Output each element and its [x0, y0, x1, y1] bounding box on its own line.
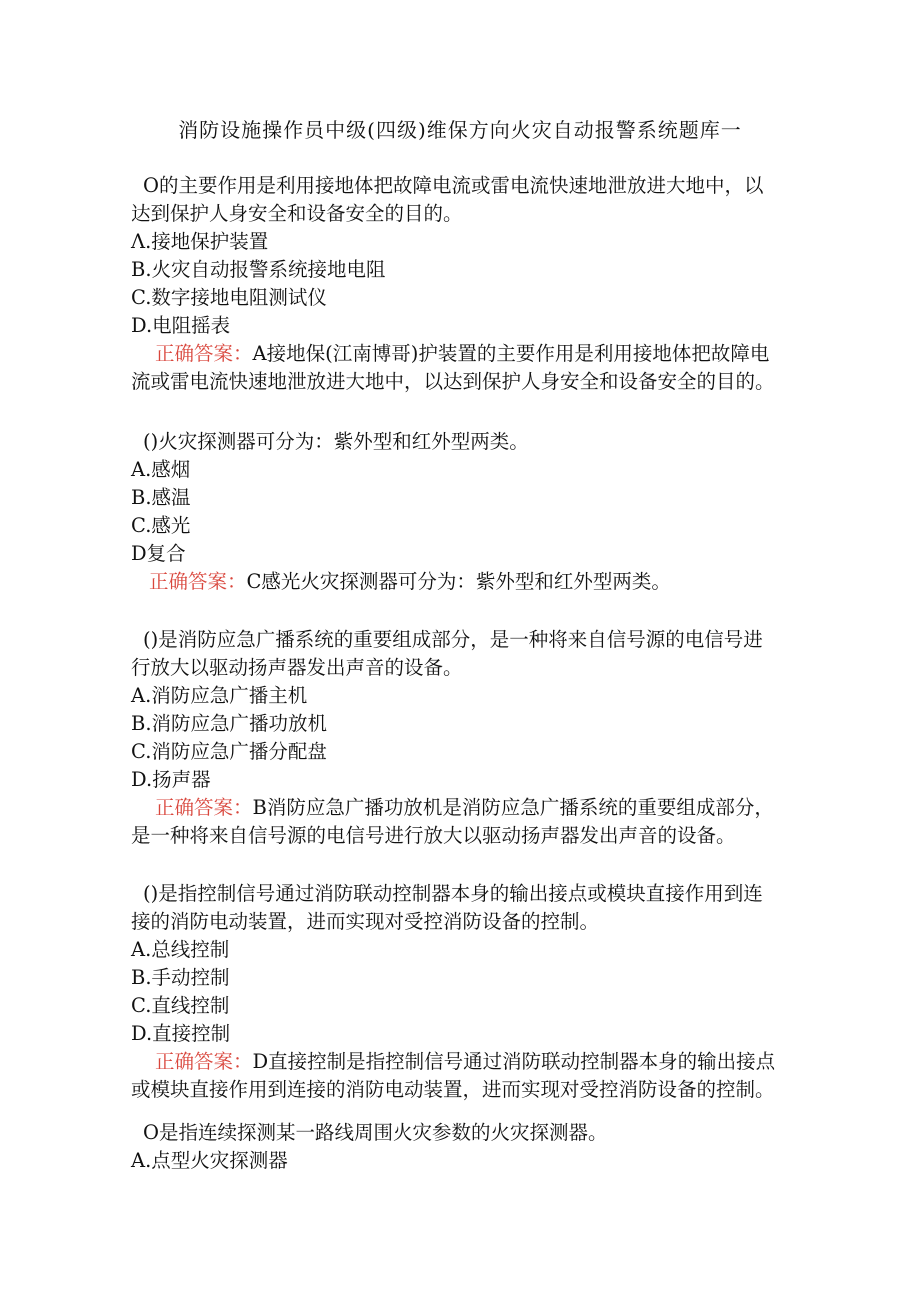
answer-text: 或模块直接作用到连接的消防电动装置，进而实现对受控消防设备的控制。	[131, 1078, 775, 1101]
answer-label: 正确答案：	[155, 796, 253, 819]
question-stem: ()是指控制信号通过消防联动控制器本身的输出接点或模块直接作用到连	[143, 882, 763, 905]
option-c: C.直线控制	[131, 994, 230, 1017]
option-c: C.数字接地电阻测试仪	[131, 286, 327, 309]
option-c: C.感光	[131, 514, 191, 537]
answer-line	[131, 568, 811, 596]
answer-line	[131, 340, 811, 368]
answer-text: 流或雷电流快速地泄放进大地中，以达到保护人身安全和设备安全的目的。	[131, 370, 775, 393]
answer-text: A接地保(江南博哥)护装置的主要作用是利用接地体把故障电	[252, 342, 770, 365]
answer-line	[131, 1048, 811, 1076]
question-5	[131, 1119, 811, 1175]
question-stem: ()是消防应急广播系统的重要组成部分，是一种将来自信号源的电信号进	[143, 628, 763, 651]
question-3	[131, 626, 811, 850]
answer-label: 正确答案：	[155, 1050, 253, 1073]
question-4	[131, 880, 811, 1104]
option-a: A.感烟	[131, 458, 191, 481]
option-a: A.总线控制	[131, 938, 230, 961]
option-d: D.电阻摇表	[131, 314, 231, 337]
option-b: B.感温	[131, 486, 191, 509]
answer-text: C感光火灾探测器可分为：紫外型和红外型两类。	[246, 570, 671, 593]
question-1	[131, 172, 811, 396]
option-d: D复合	[131, 542, 186, 565]
option-d: D.扬声器	[131, 768, 211, 791]
answer-text: B消防应急广播功放机是消防应急广播系统的重要组成部分，	[252, 796, 774, 819]
answer-text: 是一种将来自信号源的电信号进行放大以驱动扬声器发出声音的设备。	[131, 824, 736, 847]
question-stem: ()火灾探测器可分为：紫外型和红外型两类。	[143, 430, 529, 453]
option-a: A.点型火灾探测器	[131, 1149, 288, 1172]
question-2	[131, 428, 811, 596]
option-b: B.火灾自动报警系统接地电阻	[131, 258, 386, 281]
answer-line	[131, 794, 811, 822]
question-stem: O是指连续探测某一路线周围火灾参数的火灾探测器。	[143, 1121, 608, 1144]
option-a: Λ.接地保护装置	[131, 230, 269, 253]
option-b: B.消防应急广播功放机	[131, 712, 328, 735]
question-stem: O的主要作用是利用接地体把故障电流或雷电流快速地泄放进大地中，以	[143, 174, 764, 197]
question-stem: 接的消防电动装置，进而实现对受控消防设备的控制。	[131, 910, 600, 933]
option-a: A.消防应急广播主机	[131, 684, 308, 707]
answer-text: D直接控制是指控制信号通过消防联动控制器本身的输出接点	[252, 1050, 776, 1073]
question-stem: 行放大以驱动扬声器发出声音的设备。	[131, 656, 463, 679]
document-title: 消防设施操作员中级(四级)维保方向火灾自动报警系统题库一	[178, 118, 742, 142]
option-c: C.消防应急广播分配盘	[131, 740, 327, 763]
answer-label: 正确答案：	[155, 342, 253, 365]
option-d: D.直接控制	[131, 1022, 231, 1045]
answer-label: 正确答案：	[149, 570, 247, 593]
option-b: B.手动控制	[131, 966, 230, 989]
question-stem: 达到保护人身安全和设备安全的目的。	[131, 202, 463, 225]
